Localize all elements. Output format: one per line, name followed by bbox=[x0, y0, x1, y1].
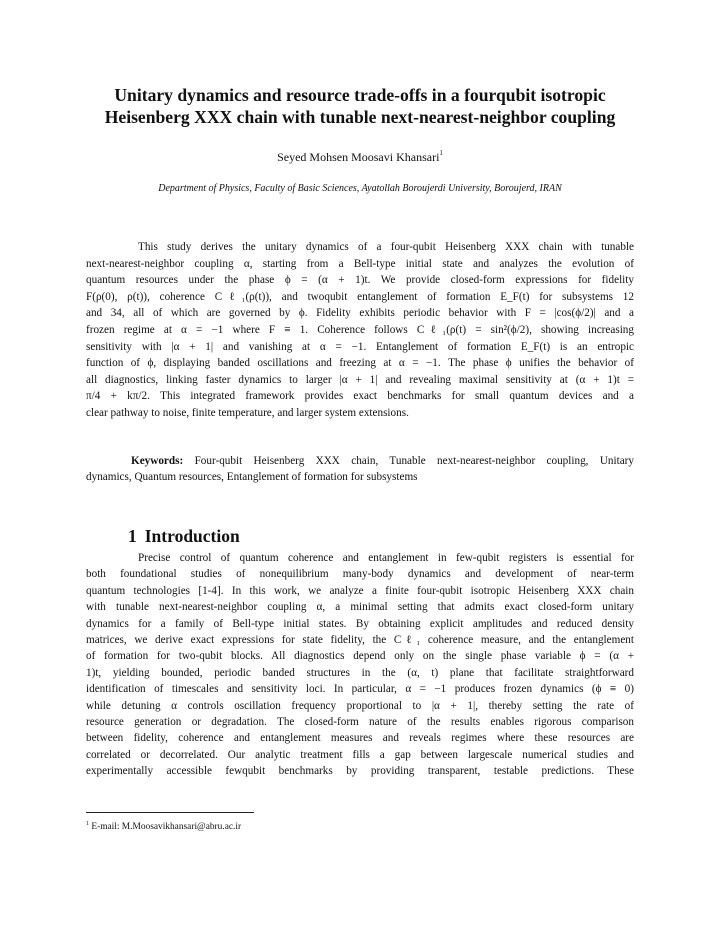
abstract-line: π/4 + kπ/2. This integrated framework provides exact benchmarks for small quantum devices and a bbox=[86, 390, 634, 403]
abstract-line: function of ϕ, displaying banded oscillations and freezing at α = −1. The phase ϕ unifies the behavior of bbox=[86, 357, 634, 370]
affiliation: Department of Physics, Faculty of Basic Sciences, Ayatollah Boroujerdi University, Boroujerd, IRAN bbox=[158, 183, 562, 194]
footnote-divider bbox=[86, 812, 254, 813]
footnote-mark: 1 bbox=[86, 821, 89, 827]
intro-line: experimentally accessible fewqubit benchmarks by providing transparent, testable predictions. These bbox=[86, 765, 634, 778]
section-heading bbox=[128, 526, 240, 547]
footnote-email[interactable]: E-mail: M.Moosavikhansari@abru.ac.ir bbox=[91, 822, 242, 832]
intro-line: correlated or decorrelated. Our analytic treatment fills a gap between largescale numerical studies and bbox=[86, 748, 634, 761]
keywords bbox=[86, 453, 634, 486]
keywords-line-1 bbox=[86, 453, 634, 469]
section-number: 1 bbox=[128, 526, 137, 546]
title-line-1: Unitary dynamics and resource trade-offs in a fourqubit isotropic bbox=[114, 85, 606, 105]
intro-line: resource generation or degradation. The closed-form nature of the results enables rigorous comparison bbox=[86, 715, 634, 728]
keywords-text-1: Four-qubit Heisenberg XXX chain, Tunable next-nearest-neighbor coupling, Unitary bbox=[194, 455, 634, 467]
paper-title bbox=[60, 84, 660, 128]
title-line-2: Heisenberg XXX chain with tunable next-nearest-neighbor coupling bbox=[104, 107, 616, 127]
abstract-line: all diagnostics, linking faster dynamics to larger |α + 1| and revealing maximal sensitivity at (α + 1)t = bbox=[86, 373, 634, 386]
author-name: Seyed Mohsen Moosavi Khansari bbox=[277, 150, 440, 164]
author bbox=[0, 150, 720, 165]
keywords-label: Keywords: bbox=[131, 455, 184, 467]
abstract-line: sensitivity with |α + 1| and vanishing at α = −1. Entanglement of formation E_F(t) is an entropic bbox=[86, 340, 634, 353]
footnote bbox=[86, 822, 241, 832]
intro-line: while detuning α controls oscillation frequency proportional to |α + 1|, thereby setting the rate of bbox=[86, 699, 634, 712]
abstract-line: and 34, all of which are governed by ϕ. Fidelity exhibits periodic behavior with F = |cos(ϕ/2)| and a bbox=[86, 307, 634, 320]
introduction-body bbox=[86, 550, 634, 779]
intro-line: quantum technologies [1-4]. In this work, we analyze a finite four-qubit isotropic Heisenberg XXX chain bbox=[86, 584, 634, 597]
section-title: Introduction bbox=[144, 526, 240, 546]
keywords-line-2: dynamics, Quantum resources, Entanglement of formation for subsystems bbox=[86, 471, 418, 484]
author-footnote-mark: 1 bbox=[439, 149, 443, 157]
intro-line: identification of timescales and sensitivity loci. In particular, α = −1 produces frozen dynamics (ϕ ≡ 0) bbox=[86, 683, 634, 696]
intro-line: of formation for two-qubit blocks. All diagnostics depend only on the single phase variable ϕ = (α + bbox=[86, 650, 634, 663]
intro-line: Precise control of quantum coherence and entanglement in few-qubit registers is essential for bbox=[138, 552, 634, 564]
intro-line: between fidelity, coherence and entanglement measures and reveals regimes where these resources are bbox=[86, 732, 634, 745]
abstract-line: F(ρ(0), ρ(t)), coherence Cℓ₁(ρ(t)), and twoqubit entanglement of formation E_F(t) for subsystems 12 bbox=[86, 290, 634, 303]
abstract-line: quantum resources under the phase ϕ = (α + 1)t. We provide closed-form expressions for fidelity bbox=[86, 274, 634, 287]
abstract bbox=[86, 239, 634, 422]
abstract-line: clear pathway to noise, finite temperature, and larger system extensions. bbox=[86, 406, 409, 419]
intro-line: dynamics for a family of Bell-type initial states. By obtaining explicit amplitudes and reduced density bbox=[86, 617, 634, 630]
intro-line: 1)t, yielding bounded, periodic banded structures in the (α, t) plane that facilitate straightforward bbox=[86, 666, 634, 679]
intro-line: matrices, we derive exact expressions for state fidelity, the Cℓ₁ coherence measure, and the entanglement bbox=[86, 633, 634, 646]
abstract-line: frozen regime at α = −1 where F ≡ 1. Coherence follows Cℓ₁(ρ(t) = sin²(ϕ/2), showing increasing bbox=[86, 323, 634, 336]
intro-line: both foundational studies of nonequilibrium many-body dynamics and development of near-term bbox=[86, 568, 634, 581]
abstract-line: next-nearest-neighbor coupling α, starting from a Bell-type initial state and analyzes the evolution of bbox=[86, 257, 634, 270]
abstract-line: This study derives the unitary dynamics of a four-qubit Heisenberg XXX chain with tunable bbox=[138, 241, 634, 253]
intro-line: with tunable next-nearest-neighbor coupling α, a minimal setting that admits exact closed-form unitary bbox=[86, 601, 634, 614]
